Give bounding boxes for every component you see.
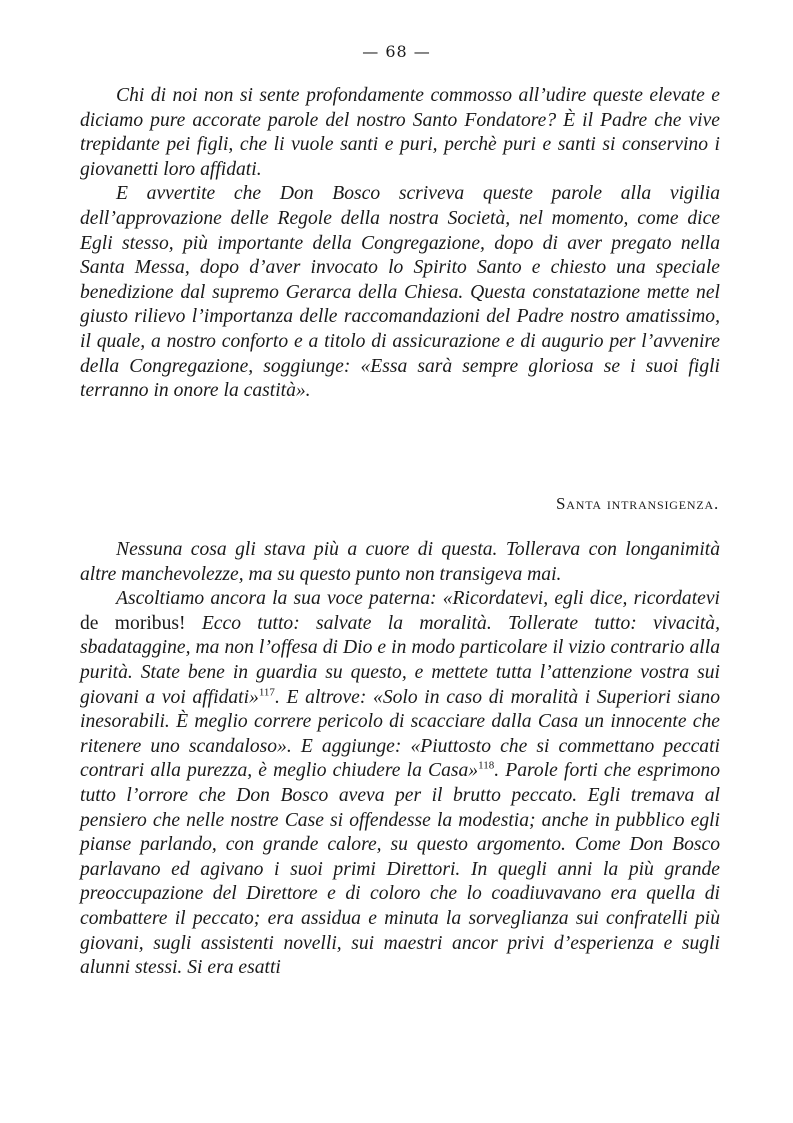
paragraph: E avvertite che Don Bosco scriveva queste parole alla vigilia dell’approvazione delle Regole della nostra Società, nel momento, come dice Egli stesso, più importante della Congregazione, dopo di aver pregato nella Santa Messa, dopo d’aver invocato lo Spirito Santo e chiesto una speciale benedizione dal supremo Gerarca della Chiesa. Questa constatazione mette nel giusto rilievo l’importanza delle raccomandazioni del Padre nostro amatissimo, il quale, a nostro conforto e a titolo di assicurazione e di augurio per l’avvenire della Congregazione, soggiunge: «Essa sarà sempre gloriosa se i suoi figli terranno in onore la castità».	[80, 183, 720, 402]
text-run: Ascoltiamo ancora la sua voce paterna: «Ricordatevi, egli dice, ricordatevi	[116, 588, 720, 610]
text-block-intro	[80, 84, 720, 404]
footnote-ref: 117	[258, 686, 275, 699]
latin-phrase: de moribus!	[80, 612, 186, 634]
page-number: — 68 —	[362, 42, 431, 61]
text-run: . E altrove: «Solo in caso di moralità i Superiori siano inesorabili. È meglio correre pericolo di scacciare dalla Casa un innocente che ritenere uno scandaloso». E aggiunge: «Piuttosto che si commettano peccati contrari alla purezza, è meglio chiudere la Casa»	[80, 686, 720, 782]
paragraph: Chi di noi non si sente profondamente commosso all’udire queste elevate e diciamo pure accorate parole del nostro Santo Fondatore? È il Padre che vive trepidante pei figli, che li vuole santi e puri, perchè puri e santi si conservino i giovanetti loro affidati.	[80, 85, 720, 180]
section-heading: Santa intransigenza.	[556, 494, 719, 513]
text-run: Ecco tutto: salvate la moralità. Tollerate tutto: vivacità, sbadataggine, ma non l’offesa di Dio e in modo particolare il vizio contrario alla purità. State bene in guardia su questo, e mettete tutta l’attenzione vostra sui giovani a voi affidati»	[80, 612, 720, 708]
paragraph	[80, 587, 720, 981]
text-run: . Parole forti che esprimono tutto l’orrore che Don Bosco aveva per il brutto peccato. Egli tremava al pensiero che nelle nostre Case si offendesse la modestia; anche in pubblico egli pianse parlando, con grande calore, su questo argomento. Come Don Bosco parlavano ed agivano i suoi primi Direttori. In quegli anni la più grande preoccupazione del Direttore e di coloro che lo coadiuvavano era quella di combattere il peccato; era assidua e minuta la sorveglianza sui confratelli più giovani, sugli assistenti novelli, sui maestri ancor privi d’esperienza e sugli alunni stessi. Si era esatti	[80, 760, 720, 979]
text-block-section	[80, 538, 720, 981]
footnote-ref: 118	[478, 759, 495, 772]
paragraph: Nessuna cosa gli stava più a cuore di questa. Tollerava con longanimità altre manchevolezze, ma su questo punto non transigeva mai.	[80, 539, 720, 585]
